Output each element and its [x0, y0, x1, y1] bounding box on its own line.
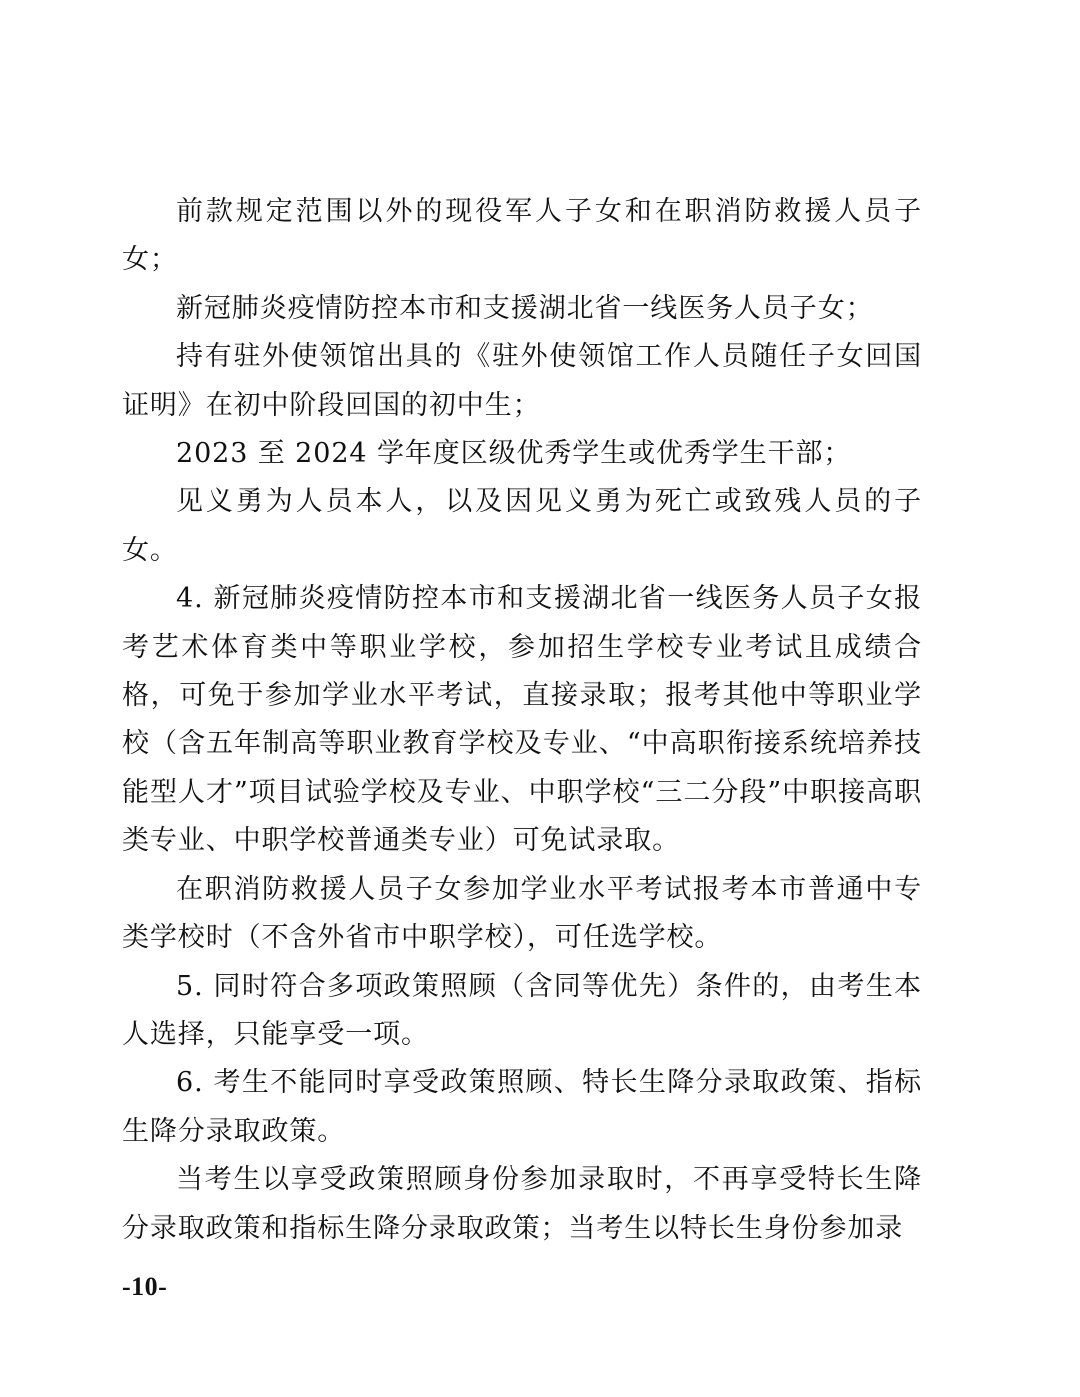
paragraph-covid-medical-children: 新冠肺炎疫情防控本市和支援湖北省一线医务人员子女；: [176, 292, 874, 324]
paragraph-firefighter-school-choice: 在职消防救援人员子女参加学业水平考试报考本市普通中专类学校时（不含外省市中职学校），可任选学校。: [122, 873, 922, 954]
paragraph-outstanding-students: 2023 至 2024 学年度区级优秀学生或优秀学生干部；: [176, 438, 852, 470]
document-body: [122, 188, 922, 1253]
paragraph-item-5: 5. 同时符合多项政策照顾（含同等优先）条件的，由考生本人选择，只能享受一项。: [122, 970, 922, 1050]
paragraph-policy-priority: 当考生以享受政策照顾身份参加录取时，不再享受特长生降分录取政策和指标生降分录取政策；当考生以特长生身份参加录: [122, 1164, 922, 1244]
page-number: -10-: [122, 1272, 168, 1301]
paragraph-embassy-returnees: 持有驻外使领馆出具的《驻外使领馆工作人员随任子女回国证明》在初中阶段回国的初中生；: [122, 341, 922, 421]
paragraph-righteous-acts: 见义勇为人员本人，以及因见义勇为死亡或致残人员的子女。: [122, 486, 922, 566]
paragraph-item-4: 4. 新冠肺炎疫情防控本市和支援湖北省一线医务人员子女报考艺术体育类中等职业学校，参加招生学校专业考试且成绩合格，可免于参加学业水平考试，直接录取；报考其他中等职业学校（含五年制高等职业教育学校及专业、“中高职衔接系统培养技能型人才”项目试验学校及专业、中职学校“三二分段”中职接高职类专业、中职学校普通类专业）可免试录取。: [122, 583, 922, 857]
paragraph-military-firefighter-children: 前款规定范围以外的现役军人子女和在职消防救援人员子女；: [122, 196, 922, 276]
paragraph-item-6: 6. 考生不能同时享受政策照顾、特长生降分录取政策、指标生降分录取政策。: [122, 1067, 922, 1147]
